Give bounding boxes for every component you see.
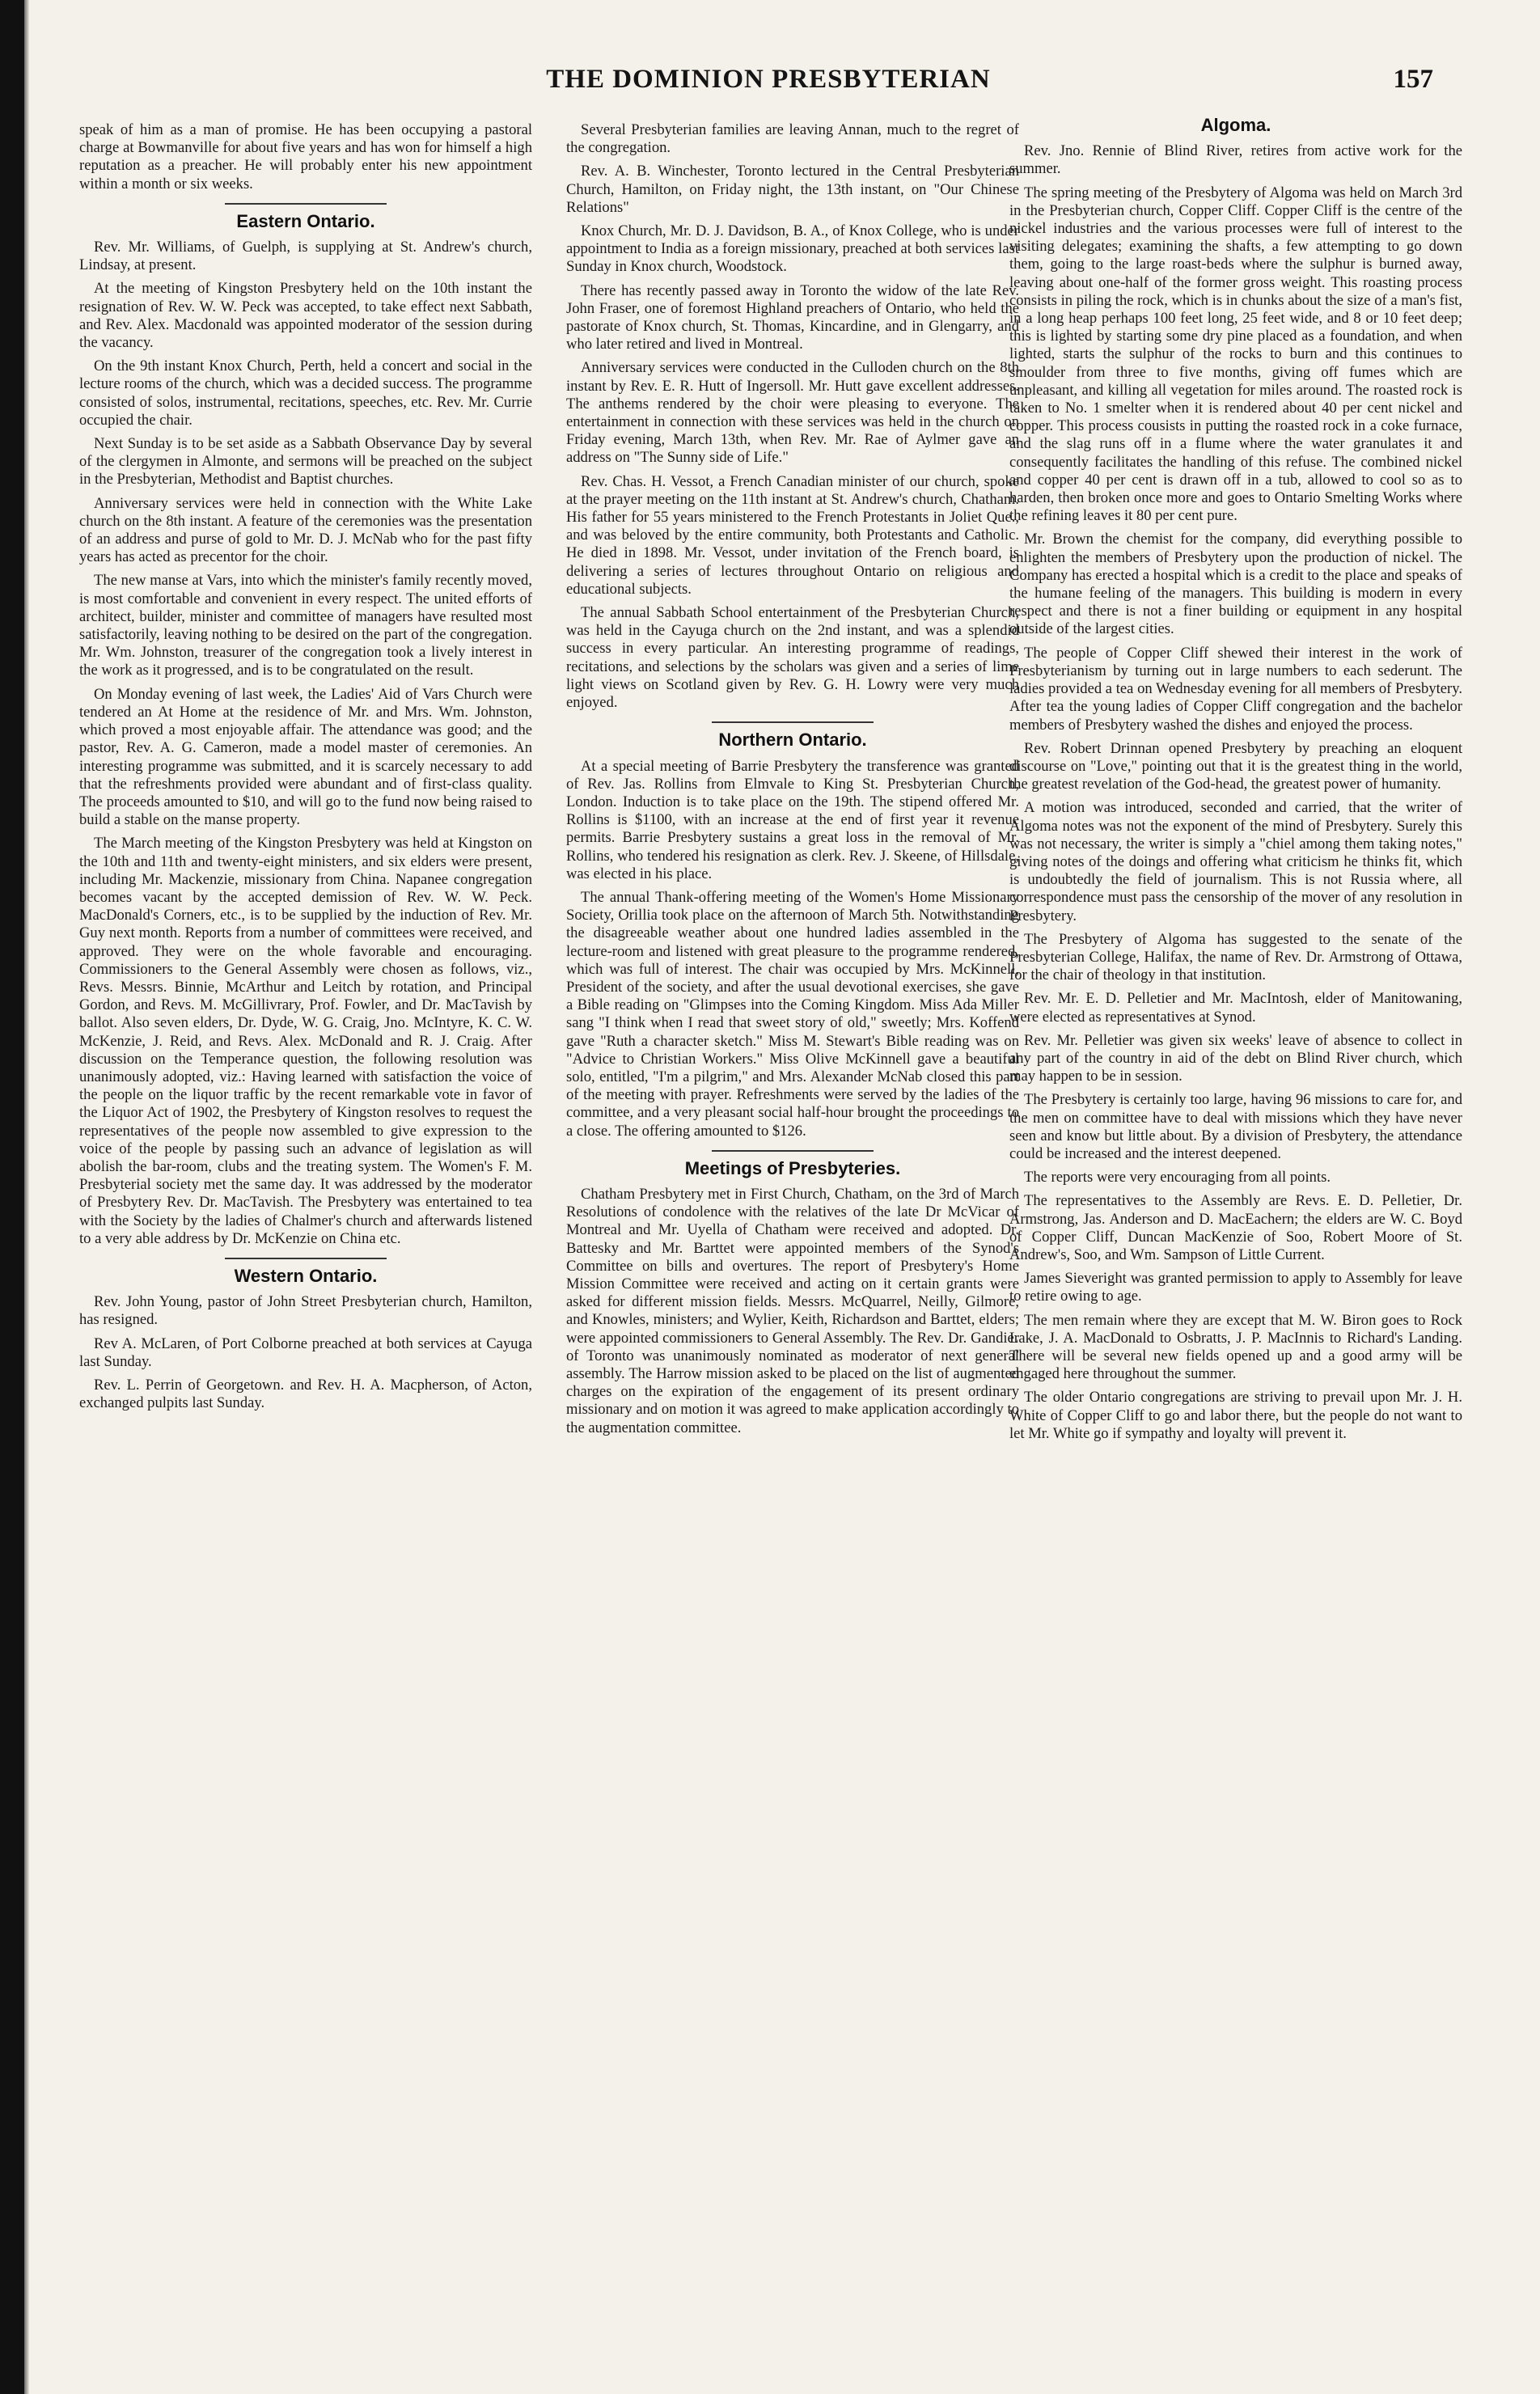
article-paragraph: The new manse at Vars, into which the minister's family recently moved, is most comfortable and convenient in every respect. The united efforts of architect, builder, minister and committee of managers have resulted most satisfactorily, leaving nothing to be desired on the part of the congregation. Mr. Wm. Johnston, treasurer of the congregation took a lively interest in the work as it progressed, and is to be congratulated on the result.	[79, 572, 532, 679]
article-paragraph: Rev. Mr. Williams, of Guelph, is supplying at St. Andrew's church, Lindsay, at present.	[79, 239, 532, 274]
article-paragraph: The older Ontario congregations are striving to prevail upon Mr. J. H. White of Copper Cliff to go and labor there, but the people do not want to let Mr. White go if sympathy and loyalty will prevent it.	[1009, 1389, 1462, 1442]
section-rule	[712, 1150, 874, 1152]
article-paragraph: speak of him as a man of promise. He has been occupying a pastoral charge at Bowmanville for about five years and has won for himself a high reputation as a preacher. He will probably enter his new appointment within a month or six weeks.	[79, 121, 532, 192]
article-paragraph: On the 9th instant Knox Church, Perth, held a concert and social in the lecture rooms of the church, which was a decided success. The programme consisted of solos, instrumental, recitations, speeches, etc. Rev. Mr. Currie occupied the chair.	[79, 357, 532, 429]
article-paragraph: Rev. L. Perrin of Georgetown. and Rev. H. A. Macpherson, of Acton, exchanged pulpits last Sunday.	[79, 1377, 532, 1412]
article-paragraph: Mr. Brown the chemist for the company, did everything possible to enlighten the members of Presbytery upon the production of nickel. The Company has erected a hospital which is a credit to the place and speaks of the humane feeling of the managers. This building is modern in every respect and there is not a finer building or equipment in any hospital outside of the largest cities.	[1009, 531, 1462, 638]
article-paragraph: Rev. John Young, pastor of John Street Presbyterian church, Hamilton, has resigned.	[79, 1293, 532, 1329]
section-rule	[225, 1258, 387, 1259]
column-middle	[566, 121, 1019, 1443]
scan-border	[0, 0, 24, 2394]
article-paragraph: The annual Sabbath School entertainment of the Presbyterian Church, was held in the Cayuga church on the 2nd instant, and was a splendid success in every particular. An interesting programme of readings, recitations, and selections by the scholars was given and a series of lime light views on Scotland given by Rev. G. H. Lowry were very much enjoyed.	[566, 604, 1019, 712]
running-head	[0, 65, 1540, 97]
article-paragraph: Rev. Mr. E. D. Pelletier and Mr. MacIntosh, elder of Manitowaning, were elected as representatives at Synod.	[1009, 990, 1462, 1026]
article-paragraph: The Presbytery of Algoma has suggested to the senate of the Presbyterian College, Halifax, the name of Rev. Dr. Armstrong of Ottawa, for the chair of theology in that institution.	[1009, 930, 1462, 984]
article-paragraph: The annual Thank-offering meeting of the Women's Home Missionary Society, Orillia took place on the afternoon of March 5th. Notwithstanding the disagreeable weather about one hundred ladies assembled in the lecture-room and listened with great pleasure to the programme rendered, which was full of interest. The chair was occupied by Mrs. McKinnell, President of the society, and after the usual devotional exercises, she gave a Bible reading on "Glimpses into the Coming Kingdom. Miss Ada Miller sang "I think when I read that sweet story of old," sweetly; Mrs. Koffend gave "Ruth a character sketch." Miss M. Stewart's Bible reading was on "Advice to Christian Workers." Miss Olive McKinnell gave a beautiful solo, entitled, "I'm a pilgrim," and Mrs. Alexander McNab closed this part of the meeting with prayer. Refreshments were served by the ladies of the committee, and a very pleasant social half-hour brought the proceedings to a close. The offering amounted to $126.	[566, 888, 1019, 1140]
article-paragraph: Several Presbyterian families are leaving Annan, much to the regret of the congregation.	[566, 121, 1019, 157]
section-heading-eastern-ontario: Eastern Ontario.	[236, 210, 375, 231]
article-paragraph: Rev. Chas. H. Vessot, a French Canadian minister of our church, spoke at the prayer meeting on the 11th instant at St. Andrew's church, Chatham. His father for 55 years ministered to the French Protestants in Joliet Que., and was beloved by the entire community, both Protestants and Catholic. He died in 1898. Mr. Vessot, under invitation of the French board, is delivering a series of lectures throughout Ontario on religious and educational subjects.	[566, 472, 1019, 598]
article-paragraph: Rev. Robert Drinnan opened Presbytery by preaching an eloquent discourse on "Love," pointing out that it is the greatest thing in the world, the greatest revelation of the God-head, the greatest power of humanity.	[1009, 739, 1462, 793]
article-paragraph: The March meeting of the Kingston Presbytery was held at Kingston on the 10th and 11th and twenty-eight ministers, and six elders were present, including Mr. Mackenzie, missionary from China. Napanee congregation becomes vacant by the accepted demission of Rev. W. W. Peck. MacDonald's Corners, etc., is to be supplied by the induction of Rev. Mr. Guy next month. Reports from a number of committees were received, and approved. They were on the whole favorable and encouraging. Commissioners to the General Assembly were chosen as follows, viz., Revs. Messrs. Binnie, McArthur and Leitch by rotation, and Principal Gordon, and Revs. M. McGillivrary, Prof. Fowler, and Dr. MacTavish by ballot. Also seven elders, Dr. Dyde, W. G. Craig, Jno. McIntyre, K. C. W. McKenzie, J. Reid, and Revs. Alex. McDonald and R. J. Craig. After discussion on the Temperance question, the following resolution was unanimously adopted, viz.: Having learned with satisfaction the voice of the people on the liquor traffic by the recent remarkable vote in favor of the Liquor Act of 1902, the Presbytery of Kingston resolves to request the representatives of the people now assembled to give expression to the voice of the people by passing such an advance of legislation as will abolish the bar-room, clubs and the treating system. The Women's F. M. Presbyterial society met the same day. It was addressed by the moderator of Presbytery Rev. Dr. MacTavish. The Presbytery was entertained to tea with the Society by the ladies of Chalmer's church and afterwards listened to a very able address by Dr. McKenzie on China etc.	[79, 835, 532, 1247]
article-paragraph: At a special meeting of Barrie Presbytery the transference was granted of Rev. Jas. Rollins from Elmvale to King St. Presbyterian Church, London. Induction is to take place on the 19th. The stipend offered Mr. Rollins is $1100, with an increase at the end of first year it revenue permits. Barrie Presbytery sustains a great loss in the removal of Mr. Rollins, who tendered his resignation as clerk. Rev. J. Skeene, of Hillsdale, was elected in his place.	[566, 757, 1019, 882]
column-right	[1009, 115, 1462, 1449]
column-left	[79, 121, 532, 1418]
article-paragraph: Chatham Presbytery met in First Church, Chatham, on the 3rd of March Resolutions of condolence with the relatives of the late Dr McVicar of Montreal and Mr. Uyella of Chatham were received and adopted. Dr. Battesky and Mr. Barttet were appointed members of the Synod's Committee on bills and overtures. The report of Presbytery's Home Mission Committee were received and acting on it certain grants were asked for different mission fields. Messrs. McQuarrel, Neilly, Gilmore, and Knowles, ministers; and Wylier, Keith, Richardson and Barttet, elders; were appointed commissioners to General Assembly. The Rev. Dr. Gandier of Toronto was unanimously nominated as moderator of next general assembly. The Harrow mission asked to be placed on the list of augmented charges on the expiration of the engagement of its present ordinary missionary and on motion it was agreed to make application accordingly to the augmentation committee.	[566, 1185, 1019, 1436]
section-heading-meetings-of-presbyteries: Meetings of Presbyteries.	[684, 1157, 901, 1178]
article-paragraph: Rev. A. B. Winchester, Toronto lectured in the Central Presbyterian Church, Hamilton, on Friday night, the 13th instant, on "Our Chinese Relations"	[566, 163, 1019, 216]
article-paragraph: The representatives to the Assembly are Revs. E. D. Pelletier, Dr. Armstrong, Jas. Anderson and D. MacEachern; the elders are W. C. Boyd of Copper Cliff, Duncan MacKenzie of Soo, Robert Moore of St. Andrew's, Soo, and Wm. Sampson of Little Current.	[1009, 1192, 1462, 1263]
article-paragraph: The people of Copper Cliff shewed their interest in the work of Presbyterianism by turning out in large numbers to each sederunt. The ladies provided a tea on Wednesday evening for all members of Presbytery. After tea the young ladies of Copper Cliff congregation and the bachelor members of Presbytery washed the dishes and enjoyed the process.	[1009, 644, 1462, 734]
section-rule	[225, 203, 387, 205]
article-paragraph: There has recently passed away in Toronto the widow of the late Rev. John Fraser, one of foremost Highland preachers of Ontario, who held the pastorate of Knox church, St. Thomas, Kincardine, and in Glengarry, and who later retired and lived in Montreal.	[566, 281, 1019, 353]
newspaper-title: THE DOMINION PRESBYTERIAN	[546, 65, 991, 94]
article-paragraph: A motion was introduced, seconded and carried, that the writer of Algoma notes was not the exponent of the mind of Presbytery. Surely this was not necessary, the writer is simply a "chiel among them taking notes," giving notes of the doings and offering what criticism he thinks fit, which is undoubtedly the field of journalism. This is not Russia where, all correspondence must pass the censorship of the mover of any resolution in Presbytery.	[1009, 799, 1462, 924]
article-paragraph: At the meeting of Kingston Presbytery held on the 10th instant the resignation of Rev. W. W. Peck was accepted, to take effect next Sabbath, and Rev. Alex. Macdonald was appointed moderator of the session during the vacancy.	[79, 280, 532, 352]
article-paragraph: Rev A. McLaren, of Port Colborne preached at both services at Cayuga last Sunday.	[79, 1334, 532, 1370]
article-paragraph: The men remain where they are except that M. W. Biron goes to Rock Lake, J. A. MacDonald to Osbratts, J. P. MacInnis to Richard's Landing. There will be several new fields opened up and a good army will be engaged here throughout the summer.	[1009, 1311, 1462, 1383]
page-fold	[24, 0, 29, 2394]
article-paragraph: Rev. Mr. Pelletier was given six weeks' leave of absence to collect in any part of the country in aid of the debt on Blind River church, which may happen to be in session.	[1009, 1031, 1462, 1085]
page-number: 157	[1393, 65, 1433, 94]
article-paragraph: Anniversary services were held in connection with the White Lake church on the 8th instant. A feature of the ceremonies was the presentation of an address and purse of gold to Mr. D. J. McNab who for the past fifty years has acted as precentor for the choir.	[79, 494, 532, 566]
article-paragraph: On Monday evening of last week, the Ladies' Aid of Vars Church were tendered an At Home at the residence of Mr. and Mrs. Wm. Johnston, which proved a most enjoyable affair. The attendance was good; and the pastor, Rev. A. G. Cameron, made a model master of ceremonies. An interesting programme was submitted, and it is scarcely necessary to add that the refreshments provided were abundant and of first-class quality. The proceeds amounted to $10, and will go to the fund now being raised to build a stable on the manse property.	[79, 685, 532, 829]
article-paragraph: Knox Church, Mr. D. J. Davidson, B. A., of Knox College, who is under appointment to India as a foreign missionary, preached at both services last Sunday in Knox church, Woodstock.	[566, 222, 1019, 276]
article-paragraph: Anniversary services were conducted in the Culloden church on the 8th instant by Rev. E. R. Hutt of Ingersoll. Mr. Hutt gave excellent addresses. The anthems rendered by the choir were pleasing to everyone. The entertainment in connection with these services was held in the church on Friday evening, March 13th, when Rev. Mr. Rae of Aylmer gave an address on "The Sunny side of Life."	[566, 359, 1019, 467]
article-paragraph: James Sieveright was granted permission to apply to Assembly for leave to retire owing to age.	[1009, 1270, 1462, 1305]
article-paragraph: Rev. Jno. Rennie of Blind River, retires from active work for the summer.	[1009, 142, 1462, 178]
section-heading-western-ontario: Western Ontario.	[234, 1265, 378, 1286]
article-paragraph: The spring meeting of the Presbytery of Algoma was held on March 3rd in the Presbyterian church, Copper Cliff. Copper Cliff is the centre of the nickel industries and the various processes were full of interest to the visiting delegates; examining the shafts, a few attempting to go down them, going to the large roast-beds where the sulphur is burned away, leaving about one-half of the former gross weight. This roasting process consists in piling the rock, which is in chunks about the size of a man's fist, in a long heap perhaps 100 feet long, 25 feet wide, and 8 or 10 feet deep; this is lighted by starting some dry pine placed as a foundation, and when lighted, starts the sulphur of the rocks to burn and this continues to smoulder from three to five months, giving off fumes which are unpleasant, and killing all vegetation for miles around. The roasted rock is taken to No. 1 smelter when it is rendered about 40 per cent nickel and copper. This process cousists in putting the roasted rock in a coke furnace, and the slag runs off in a flume where the water granulates it and consequently facilitates the handling of this refuse. The combined nickel and copper 40 per cent is drawn off in a tub, allowed to cool so as to harden, then broken once more and goes to Ontario Smelting Works where the refining leaves it 80 per cent pure.	[1009, 184, 1462, 525]
article-paragraph: The Presbytery is certainly too large, having 96 missions to care for, and the men on committee have to deal with missions which they have never seen and know but little about. By a division of Presbytery, the attendance could be increased and the interest deepened.	[1009, 1091, 1462, 1162]
section-heading-algoma: Algoma.	[1200, 115, 1271, 135]
article-paragraph: Next Sunday is to be set aside as a Sabbath Observance Day by several of the clergymen in Almonte, and sermons will be preached on the subject in the Presbyterian, Methodist and Baptist churches.	[79, 435, 532, 489]
article-paragraph: The reports were very encouraging from all points.	[1024, 1169, 1331, 1186]
section-heading-northern-ontario: Northern Ontario.	[718, 730, 867, 751]
section-rule	[712, 721, 874, 723]
